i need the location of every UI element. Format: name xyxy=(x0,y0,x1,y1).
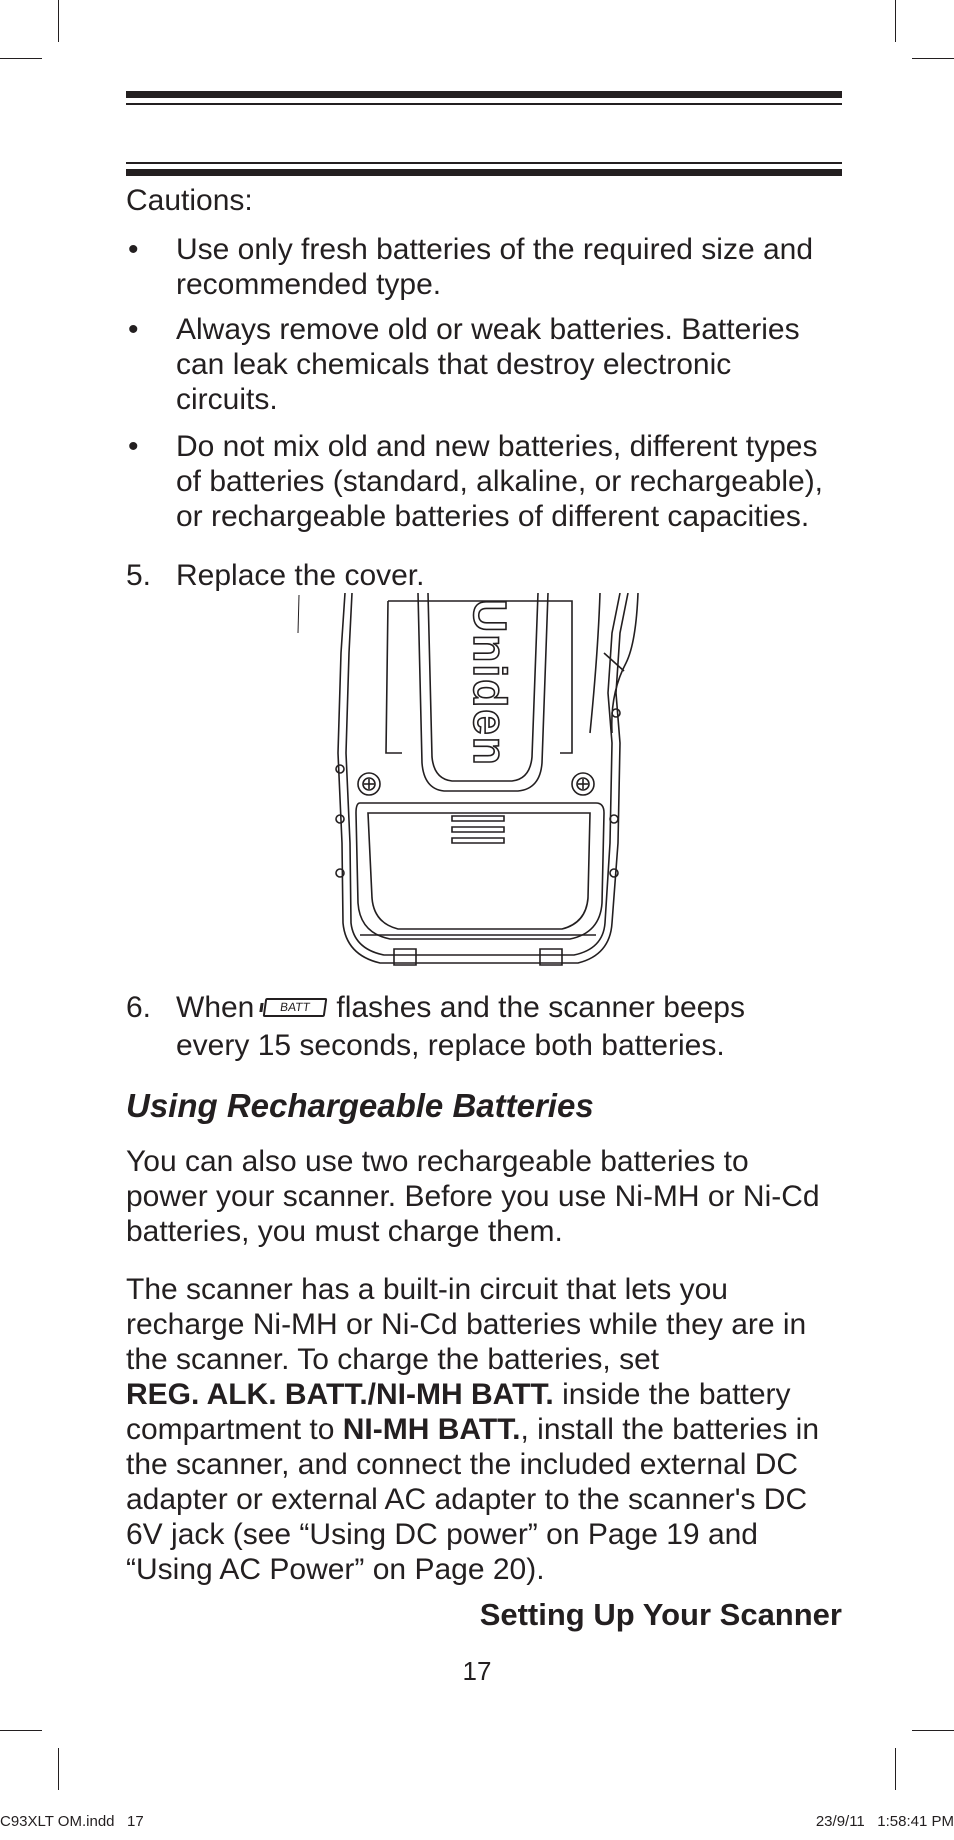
page-number: 17 xyxy=(462,1656,492,1686)
caution-line: of batteries (standard, alkaline, or rechargeable), xyxy=(176,465,824,498)
step-number: 5. xyxy=(126,559,152,592)
caution-line: Do not mix old and new batteries, different types xyxy=(176,430,818,463)
step-number: 6. xyxy=(126,991,152,1024)
caution-item xyxy=(176,429,856,534)
crop-mark xyxy=(912,1730,954,1731)
brand-logo-text: Uniden xyxy=(464,599,516,767)
caution-line: or rechargeable batteries of different capacities. xyxy=(176,500,810,533)
caution-line: Always remove old or weak batteries. Batteries xyxy=(176,313,800,346)
date-slug: 23/9/11 1:58:41 PM xyxy=(815,1813,954,1830)
paragraph-line: recharge Ni-MH or Ni-Cd batteries while they are in xyxy=(126,1308,807,1341)
crop-mark xyxy=(0,58,42,59)
header-rule-thick xyxy=(126,169,842,176)
header-rule-thin xyxy=(126,162,842,164)
paragraph-line: power your scanner. Before you use Ni-MH or Ni-Cd xyxy=(126,1180,820,1213)
caution-item xyxy=(176,312,856,417)
switch-setting-value: NI-MH BATT. xyxy=(342,1413,521,1446)
caution-line: can leak chemicals that destroy electronic xyxy=(176,348,732,381)
switch-setting-label: REG. ALK. BATT./NI-MH BATT. xyxy=(126,1378,554,1411)
bullet: • xyxy=(128,313,139,346)
paragraph-line xyxy=(126,1412,856,1447)
step-text: Replace the cover. xyxy=(176,559,425,592)
crop-mark xyxy=(58,1748,59,1790)
step-text-part: flashes and the scanner beeps xyxy=(336,991,745,1024)
crop-mark xyxy=(895,0,896,42)
crop-mark xyxy=(0,1730,42,1731)
battery-low-icon: BATT xyxy=(263,998,328,1017)
paragraph-line xyxy=(126,1377,856,1412)
caution-line: circuits. xyxy=(176,383,278,416)
file-slug: C93XLT OM.indd 17 xyxy=(0,1813,144,1830)
crop-mark xyxy=(895,1748,896,1790)
paragraph-line: batteries, you must charge them. xyxy=(126,1215,563,1248)
paragraph xyxy=(126,1144,856,1249)
cautions-title: Cautions: xyxy=(126,184,253,217)
caution-line: recommended type. xyxy=(176,268,442,301)
crop-mark xyxy=(58,0,59,42)
bullet: • xyxy=(128,233,139,266)
step-text-part: When xyxy=(176,991,255,1024)
caution-item xyxy=(176,232,856,302)
step-text-part: every 15 seconds, replace both batteries. xyxy=(176,1029,725,1062)
paragraph-text: inside the battery xyxy=(553,1378,791,1411)
paragraph-line: adapter or external AC adapter to the scanner's DC xyxy=(126,1483,808,1516)
header-rule-thick xyxy=(126,91,842,98)
header-rule-thin xyxy=(126,103,842,105)
paragraph-text: compartment to xyxy=(126,1413,343,1446)
paragraph-text: , install the batteries in xyxy=(520,1413,820,1446)
paragraph-line: the scanner. To charge the batteries, set xyxy=(126,1343,660,1376)
scanner-back-illustration xyxy=(0,593,954,973)
step-text xyxy=(176,990,856,1063)
caution-line: Use only fresh batteries of the required size and xyxy=(176,233,814,266)
footer-section-title: Setting Up Your Scanner xyxy=(479,1597,842,1632)
paragraph xyxy=(126,1272,856,1587)
paragraph-line: 6V jack (see “Using DC power” on Page 19 and xyxy=(126,1518,758,1551)
crop-mark xyxy=(912,58,954,59)
paragraph-line: the scanner, and connect the included external DC xyxy=(126,1448,799,1481)
paragraph-line: “Using AC Power” on Page 20). xyxy=(126,1553,545,1586)
section-heading: Using Rechargeable Batteries xyxy=(126,1087,594,1124)
paragraph-line: The scanner has a built-in circuit that lets you xyxy=(126,1273,728,1306)
paragraph-line: You can also use two rechargeable batteries to xyxy=(126,1145,749,1178)
bullet: • xyxy=(128,430,139,463)
